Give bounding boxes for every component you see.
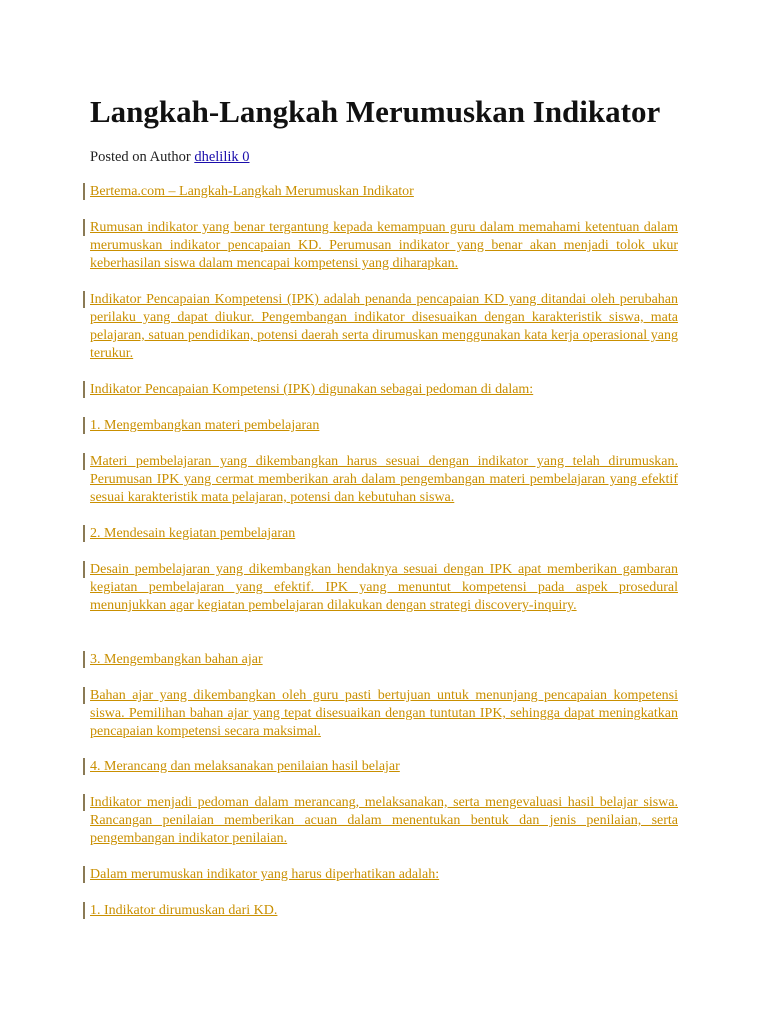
list-heading: 4. Merancang dan melaksanakan penilaian hasil belajar [90, 759, 400, 774]
list-heading: 2. Mendesain kegiatan pembelajaran [90, 526, 296, 541]
list-heading: 3. Mengembangkan bahan ajar [90, 652, 263, 667]
paragraph: Dalam merumuskan indikator yang harus diperhatikan adalah: [90, 867, 440, 882]
quote-bar [83, 687, 85, 704]
quote-bar [83, 525, 85, 542]
quote-bar [83, 381, 85, 398]
quote-bar [83, 219, 85, 236]
list-heading: 1. Indikator dirumuskan dari KD. [90, 903, 278, 918]
quote-bar [83, 651, 85, 668]
quote-bar [83, 417, 85, 434]
post-meta [90, 147, 250, 167]
posted-on-label: Posted on Author [90, 149, 191, 165]
paragraph: Desain pembelajaran yang dikembangkan hendaknya sesuai dengan IPK apat memberikan gambaran kegiatan pembelajaran yang efektif. IPK yang menuntut kompetensi pada aspek prosedural menunjukkan agar kegiatan pembelajaran dilakukan dengan strategi discovery-inquiry. [90, 562, 678, 613]
paragraph: Rumusan indikator yang benar tergantung kepada kemampuan guru dalam memahami ketentuan dalam merumuskan indikator pencapaian KD. Perumusan indikator yang benar akan menjadi tolok ukur keberhasilan siswa dalam mencapai kompetensi yang diharapkan. [90, 220, 678, 271]
paragraph: Bertema.com – Langkah-Langkah Merumuskan Indikator [90, 184, 414, 199]
page-title: Langkah-Langkah Merumuskan Indikator [90, 94, 661, 129]
quote-bar [83, 291, 85, 308]
paragraph: Indikator Pencapaian Kompetensi (IPK) digunakan sebagai pedoman di dalam: [90, 382, 534, 397]
quote-bar [83, 183, 85, 200]
paragraph: Indikator Pencapaian Kompetensi (IPK) adalah penanda pencapaian KD yang ditandai oleh perubahan perilaku yang dapat diukur. Pengembangan indikator disesuaikan dengan karakteristik siswa, mata pelajaran, satuan pendidikan, potensi daerah serta dirumuskan menggunakan kata kerja operasional yang terukur. [90, 292, 678, 361]
quote-bar [83, 794, 85, 811]
paragraph: Bahan ajar yang dikembangkan oleh guru pasti bertujuan untuk menunjang pencapaian kompetensi siswa. Pemilihan bahan ajar yang tepat disesuaikan dengan tuntutan IPK, sehingga dapat meningkatkan pencapaian kompetensi secara maksimal. [90, 688, 678, 739]
paragraph: Materi pembelajaran yang dikembangkan harus sesuai dengan indikator yang telah dirumuskan. Perumusan IPK yang cermat memberikan arah dalam pengembangan materi pembelajaran yang efektif sesuai karakteristik mata pelajaran, potensi dan kebutuhan siswa. [90, 454, 678, 505]
quote-bar [83, 902, 85, 919]
quote-bar [83, 561, 85, 578]
author-link[interactable]: dhelilik 0 [194, 149, 250, 165]
quote-bar [83, 866, 85, 883]
list-heading: 1. Mengembangkan materi pembelajaran [90, 418, 320, 433]
quote-bar [83, 758, 85, 775]
quote-bar [83, 453, 85, 470]
paragraph: Indikator menjadi pedoman dalam merancang, melaksanakan, serta mengevaluasi hasil belajar siswa. Rancangan penilaian memberikan acuan dalam menentukan bentuk dan jenis penilaian, serta pengembangan indikator penilaian. [90, 795, 678, 846]
